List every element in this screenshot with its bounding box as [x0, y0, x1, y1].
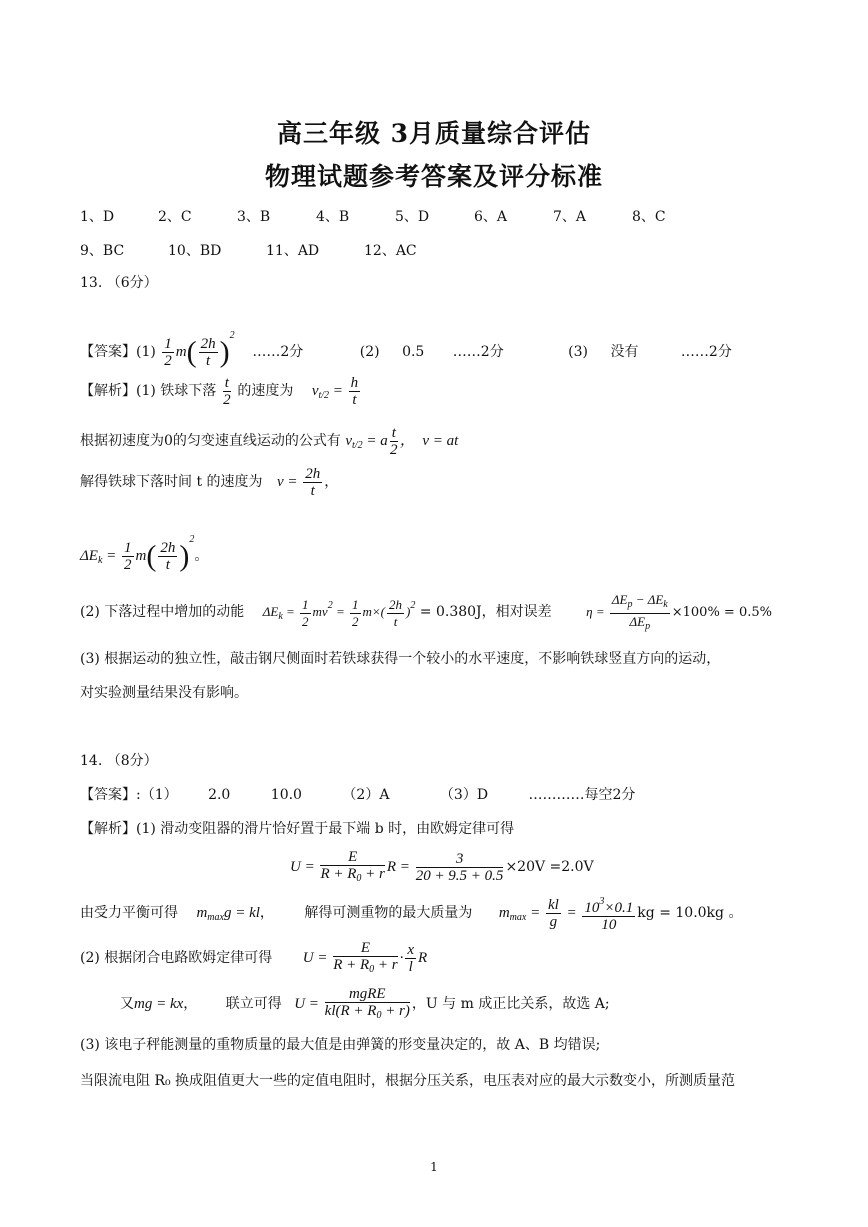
choice-answer: 12、AC	[364, 243, 417, 259]
q14-heading: 14. （8分）	[80, 753, 158, 769]
q14-answer-score: …………每空2分	[528, 787, 636, 803]
q13-analysis-line-2	[80, 424, 458, 458]
q13-final-speed-formula: v = $\frac{2h}{t}$	[276, 466, 321, 500]
q13-part2-value: = 0.380J，相对误差	[419, 604, 552, 620]
q13-part-3-value: 没有	[610, 344, 639, 360]
q14-ohms-law-equation: U = $\frac{E}{R + R_0 + r}$ R = $\frac{3}{20 + 9.5 + 0.5}$ ×20V =2.0V	[290, 848, 594, 885]
q13-answer-formula: $\frac{1}{2}$ m( $\frac{2h}{t}$ )$^2$	[164, 330, 235, 370]
q13-score-1: ……2分	[252, 344, 304, 360]
choice-answer: 2、C	[158, 209, 192, 225]
q13-half-speed-formula: $v_{t/2}$ = $\frac{h}{t}$	[311, 375, 359, 409]
page-number: 1	[430, 1160, 438, 1174]
q13-uniform-accel-formula: $v_{t/2} = a$ $\frac{t}{2}$ ， v = at	[345, 425, 459, 459]
q13-analysis-speed-text: 的速度为	[237, 383, 294, 399]
q13-part3-line-1: (3) 根据运动的独立性，敲击钢尺侧面时若铁球获得一个较小的水平速度，不影响铁球竖直方向的运动，	[80, 651, 721, 667]
q13-analysis-line-1: 【解析】(1) 铁球下落 $\frac{t}{2}$ 的速度为 $v_{t/2}$ = $\frac{h}{t}$	[80, 372, 362, 410]
page-title: 高三年级 3月质量综合评估	[276, 119, 592, 148]
choice-answer: 10、BD	[168, 243, 222, 259]
q14-answer-value-2: 10.0	[270, 787, 302, 803]
choice-answer: 3、B	[237, 209, 271, 225]
q13-analysis-part-2: (2) 下落过程中增加的动能 $\Delta E_k$ = $\frac{1}{2}$ $mv^2$ = $\frac{1}{2}$ m×( $\frac{2h}{t}$ )$^2$ = 0.380J，相对误差 η = $\frac{\Delta E_p - \Delta E_k}{\Delta E_p}$ ×100% = 0.5%	[80, 591, 772, 632]
q14-answer-line	[80, 786, 635, 804]
q14-part2-line-1: (2) 根据闭合电路欧姆定律可得 U = $\frac{E}{R + R_0 + r}$ · $\frac{x}{l}$ R	[80, 939, 428, 976]
q14-part2-line-2: 又mg = kx， 联立可得 U = $\frac{\text{mgRE}}{kl(R + R_0 + r)}$ ，U 与 m 成正比关系，故选 A;	[120, 985, 610, 1021]
page-subtitle: 物理试题参考答案及评分标准	[264, 162, 603, 191]
choice-answer: 6、A	[474, 209, 508, 225]
q13-answer-line	[80, 314, 732, 370]
choice-answer: 11、AD	[266, 243, 320, 259]
q14-answer-part-3: （3）D	[439, 787, 489, 803]
q13-part2-text: (2) 下落过程中增加的动能	[80, 604, 245, 620]
q13-heading: 13. （6分）	[80, 275, 158, 291]
q13-kinetic-energy-formula: $\Delta E_k$ = $\frac{1}{2}$ m( $\frac{2h}{t}$ )$^2$	[80, 534, 195, 574]
q13-score-2: ……2分	[452, 344, 504, 360]
q13-line2-text: 根据初速度为0的匀变速直线运动的公式有	[80, 433, 341, 449]
q13-part-3-label: (3)	[568, 344, 588, 360]
q13-part-2-label: (2)	[359, 344, 380, 360]
q14-part3-line-2: 当限流电阻 R₀ 换成阻值更大一些的定值电阻时，根据分压关系，电压表对应的最大示数变小，所测质量范	[80, 1073, 736, 1089]
q13-part-2-value: 0.5	[402, 344, 425, 360]
q14-force-balance-line: 由受力平衡可得 $m_{max}g$ = kl， 解得可测重物的最大质量为 $m_{max}$ = $\frac{kl}{g}$ = $\frac{10^3\times 0.1}{10}$ kg = 10.0kg 。	[80, 896, 743, 934]
choice-answer: 7、A	[553, 209, 587, 225]
q14-answer-part-2: （2）A	[342, 787, 390, 803]
q13-score-3: ……2分	[680, 344, 732, 360]
q13-analysis-line-4: $\Delta E_k$ = $\frac{1}{2}$ m( $\frac{2h}{t}$ )$^2$。	[80, 534, 209, 574]
q14-answer-value-1: 2.0	[208, 787, 231, 803]
q13-analysis-line-3: 解得铁球下落时间 t 的速度为 v = $\frac{2h}{t}$ ，	[80, 466, 339, 500]
q14-force-mid-text: 解得可测重物的最大质量为	[304, 905, 473, 921]
choice-answers-row-2	[80, 240, 417, 260]
choice-answer: 4、B	[316, 209, 350, 225]
q14-part2-text: (2) 根据闭合电路欧姆定律可得	[80, 950, 273, 966]
q14-answer-label: 【答案】:（1）	[80, 787, 178, 803]
q14-part3-line-1: (3) 该电子秤能测量的重物质量的最大值是由弹簧的形变量决定的，故 A、B 均错误;	[80, 1037, 601, 1053]
choice-answer: 5、D	[395, 209, 430, 225]
choice-answers-row-1	[80, 206, 666, 226]
q14-analysis-1: 【解析】(1) 滑动变阻器的滑片恰好置于最下端 b 时，由欧姆定律可得	[80, 821, 515, 837]
q13-energy-gain-formula: $\Delta E_k$ = $\frac{1}{2}$ $mv^2$ = $\frac{1}{2}$ m×( $\frac{2h}{t}$ )$^2$	[262, 596, 416, 629]
choice-answer: 1、D	[80, 209, 115, 225]
q13-part3-line-2: 对实验测量结果没有影响。	[80, 685, 248, 701]
q13-analysis-label: 【解析】(1) 铁球下落	[80, 383, 217, 399]
choice-answer: 9、BC	[80, 243, 125, 259]
q13-answer-label: 【答案】(1)	[80, 344, 156, 360]
choice-answer: 8、C	[632, 209, 666, 225]
q13-line3-text: 解得铁球下落时间 t 的速度为	[80, 474, 263, 490]
q14-force-text: 由受力平衡可得	[80, 905, 178, 921]
q13-relative-error-formula: η = $\frac{\Delta E_p - \Delta E_k}{\Delta E_p}$	[586, 591, 668, 632]
